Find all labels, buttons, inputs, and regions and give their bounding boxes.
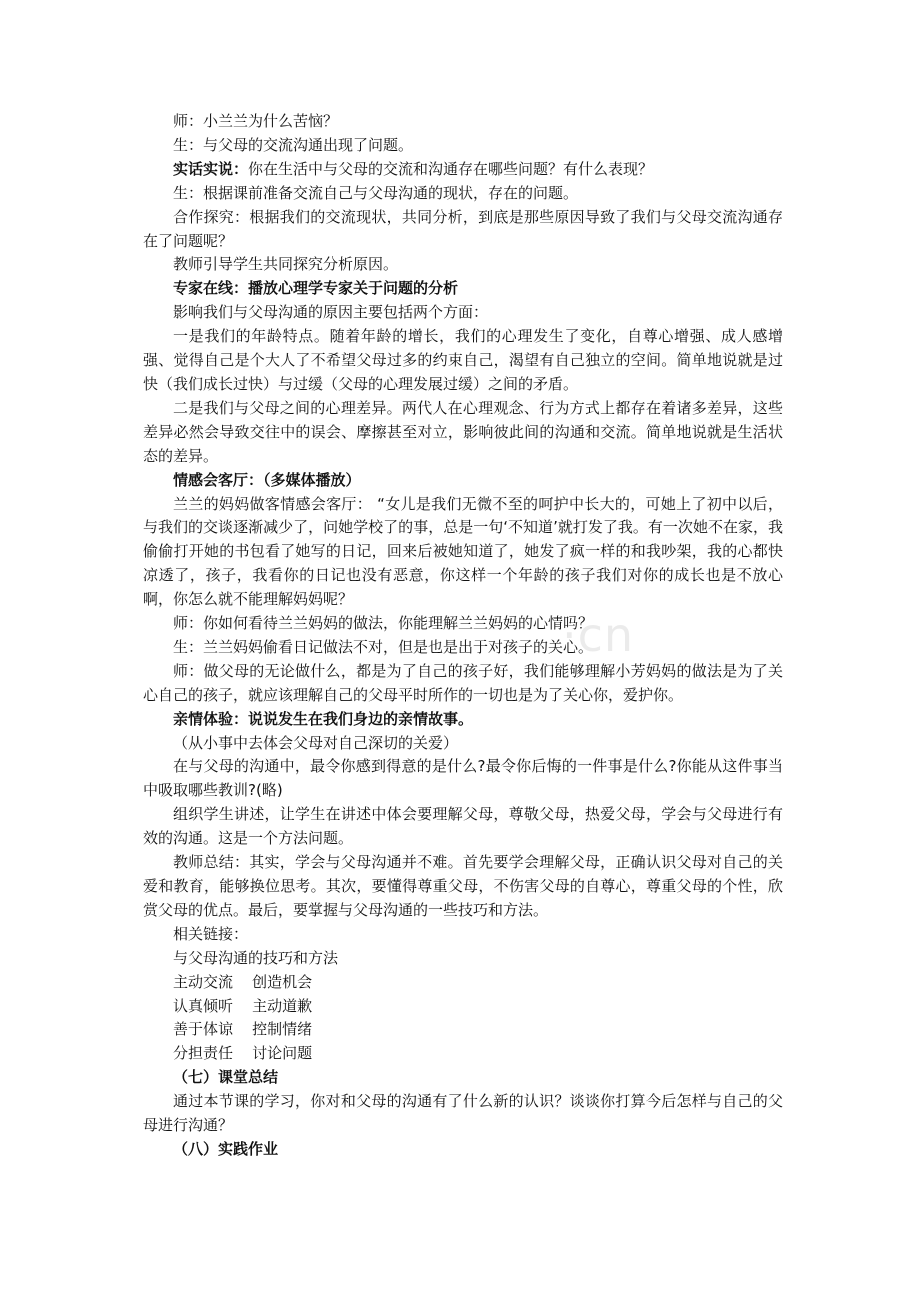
paragraph: 师：你如何看待兰兰妈妈的做法，你能理解兰兰妈妈的心情吗？ [173, 614, 594, 633]
section-heading: 专家在线：播放心理学专家关于问题的分析 [173, 279, 459, 298]
paragraph: 组织学生讲述，让学生在讲述中体会要理解父母，尊敬父母，热爱父母，学会与父母进行有效的沟通。这是一个方法问题。 [143, 805, 783, 848]
paragraph: 通过本节课的学习，你对和父母的沟通有了什么新的认识？谈谈你打算今后怎样与自己的父母进行沟通？ [143, 1092, 783, 1135]
paragraph: 与父母沟通的技巧和方法 [173, 948, 339, 967]
paragraph: 师：小兰兰为什么苦恼？ [173, 112, 339, 130]
paragraph: 在与父母的沟通中，最令你感到得意的是什么?最令你后悔的一件事是什么?你能从这件事当中吸取哪些教训?(略) [143, 757, 783, 800]
list-item: 善于体谅 控制情绪 [173, 1020, 313, 1039]
paragraph: 二是我们与父母之间的心理差异。两代人在心理观念、行为方式上都存在着诸多差异，这些差异必然会导致交往中的误会、摩擦甚至对立，影响彼此间的沟通和交流。简单地说就是生活状态的差异。 [143, 398, 783, 465]
paragraph: 教师引导学生共同探究分析原因。 [173, 255, 399, 274]
paragraph: 相关链接： [173, 924, 249, 943]
section-heading: 情感会客厅：（多媒体播放） [173, 470, 361, 489]
document-body [143, 110, 783, 1162]
paragraph: 生：与父母的交流沟通出现了问题。 [173, 135, 414, 154]
paragraph: 师：做父母的无论做什么，都是为了自己的孩子好，我们能够理解小芳妈妈的做法是为了关心自己的孩子，就应该理解自己的父母平时所作的一切也是为了关心你，爱护你。 [143, 661, 783, 704]
paragraph: 教师总结：其实，学会与父母沟通并不难。首先要学会理解父母，正确认识父母对自己的关爱和教育，能够换位思考。其次，要懂得尊重父母，不伤害父母的自尊心，尊重父母的个性，欣赏父母的优点。最后，要掌握与父母沟通的一些技巧和方法。 [143, 853, 783, 919]
watermark: ·cn [562, 608, 635, 662]
paragraph: 生：兰兰妈妈偷看日记做法不对，但是也是出于对孩子的关心。 [173, 637, 594, 656]
section-heading: 亲情体验：说说发生在我们身边的亲情故事。 [173, 709, 474, 728]
paragraph: 兰兰的妈妈做客情感会客厅： “女儿是我们无微不至的呵护中长大的，可她上了初中以后，与我们的交谈逐渐减少了，问她学校了的事，总是一句‘不知道’就打发了我。有一次她不在家，我偷偷打开她的书包看了她写的日记，回来后被她知道了，她发了疯一样的和我吵架，我的心都快凉透了，孩子，我看你的日记也没有恶意，你这样一个年龄的孩子我们对你的成长也是不放心啊，你怎么就不能理解妈妈呢？ [143, 494, 783, 609]
paragraph: 生：根据课前准备交流自己与父母沟通的现状，存在的问题。 [173, 183, 579, 202]
paragraph: 实话实说：你在生活中与父母的交流和沟通存在哪些问题？有什么表现？ [173, 159, 654, 178]
list-item: 主动交流 创造机会 [173, 972, 313, 991]
paragraph: 影响我们与父母沟通的原因主要包括两个方面： [173, 303, 489, 322]
section-heading: （七）课堂总结 [173, 1068, 279, 1087]
list-item: 分担责任 讨论问题 [173, 1044, 313, 1063]
section-heading: （八）实践作业 [173, 1139, 279, 1158]
paragraph: 一是我们的年龄特点。随着年龄的增长，我们的心理发生了变化，自尊心增强、成人感增强、觉得自己是个大人了不希望父母过多的约束自己，渴望有自己独立的空间。简单地说就是过快（我们成长过快）与过缓（父母的心理发展过缓）之间的矛盾。 [143, 327, 783, 393]
paragraph: 合作探究：根据我们的交流现状，共同分析，到底是那些原因导致了我们与父母交流沟通存在了问题呢？ [143, 207, 783, 250]
paragraph: （从小事中去体会父母对自己深切的关爱） [173, 733, 459, 752]
list-item: 认真倾听 主动道歉 [173, 996, 313, 1015]
